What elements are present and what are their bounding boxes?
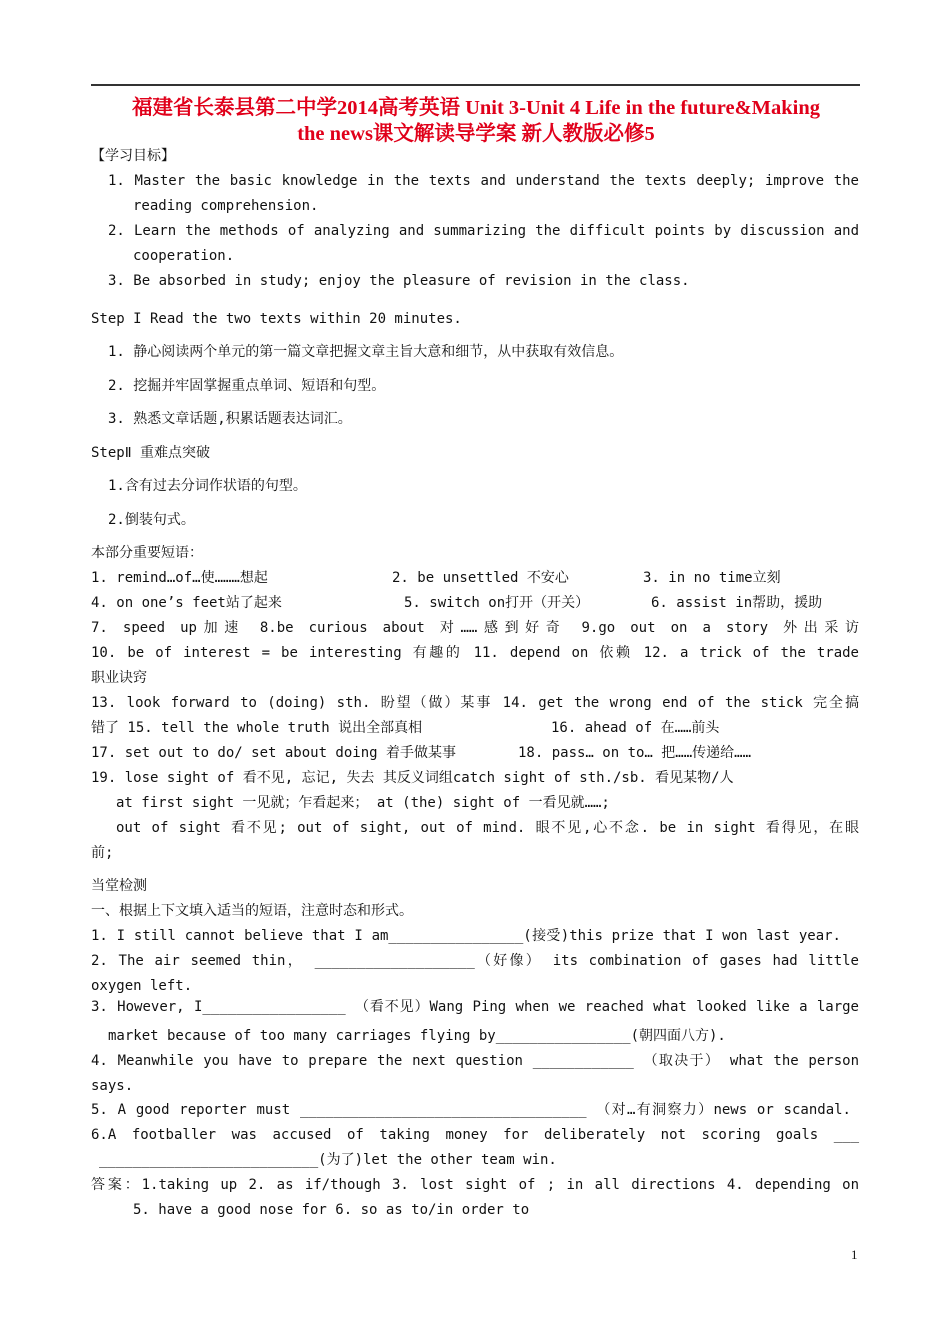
header-rule xyxy=(91,84,860,86)
phrase-19: 19. lose sight of 看不见, 忘记, 失去 其反义词组catch sight of sth./sb. 看见某物/人 xyxy=(91,770,734,786)
objectives-heading: 【学习目标】 xyxy=(91,148,175,164)
objective-3: 3. Be absorbed in study; enjoy the pleasure of revision in the class. xyxy=(108,273,690,289)
objective-1-cont: reading comprehension. xyxy=(133,198,319,214)
quiz-question-5: 5. A good reporter must __________________________________ （对…有洞察力）news or scandal. xyxy=(91,1102,851,1118)
phrase-row-10-12-cont: 职业诀窍 xyxy=(91,670,147,686)
objective-2-cont: cooperation. xyxy=(133,248,235,264)
phrase-19-related-2: out of sight 看不见; out of sight, out of mind. 眼不见,心不念. be in sight 看得见，在眼 xyxy=(116,820,859,836)
objective-2: 2. Learn the methods of analyzing and summarizing the difficult points by discussion and xyxy=(108,223,859,239)
phrase-3: 3. in no time立刻 xyxy=(643,570,781,586)
quiz-question-6: 6.A footballer was accused of taking money for deliberately not scoring goals ___ xyxy=(91,1127,859,1143)
phrase-17: 17. set out to do/ set about doing 着手做某事 xyxy=(91,745,457,761)
phrase-19-related-1: at first sight 一见就；乍看起来； at (the) sight of 一看见就……; xyxy=(116,795,610,811)
quiz-question-6-cont: __________________________(为了)let the other team win. xyxy=(99,1152,557,1168)
quiz-question-2-cont: oxygen left. xyxy=(91,978,193,994)
phrase-19-related-2-cont: 前; xyxy=(91,845,114,861)
page-number: 1 xyxy=(851,1247,858,1262)
step2-item-2: 2.倒装句式。 xyxy=(108,512,195,528)
phrases-heading: 本部分重要短语： xyxy=(91,545,203,561)
quiz-instruction: 一、根据上下文填入适当的短语，注意时态和形式。 xyxy=(91,903,413,919)
phrase-16: 16. ahead of 在……前头 xyxy=(551,720,720,736)
phrase-18: 18. pass… on to… 把……传递给…… xyxy=(518,745,752,761)
quiz-question-1: 1. I still cannot believe that I am________________(接受)this prize that I won last year. xyxy=(91,928,841,944)
step2-item-1: 1.含有过去分词作状语的句型。 xyxy=(108,478,307,494)
quiz-question-3-cont: market because of too many carriages flying by________________(朝四面八方). xyxy=(108,1028,726,1044)
objective-1: 1. Master the basic knowledge in the texts and understand the texts deeply; improve the xyxy=(108,173,859,189)
quiz-heading: 当堂检测 xyxy=(91,878,147,894)
answers-line-1: 答案：1.taking up 2. as if/though 3. lost sight of ; in all directions 4. depending on xyxy=(91,1177,859,1193)
quiz-question-4: 4. Meanwhile you have to prepare the next question ____________ （取决于） what the person xyxy=(91,1053,859,1069)
phrase-row-14-15: 错了 15. tell the whole truth 说出全部真相 xyxy=(91,720,423,736)
phrase-6: 6. assist in帮助，援助 xyxy=(651,595,823,611)
step1-item-3: 3. 熟悉文章话题,积累话题表达词汇。 xyxy=(108,411,352,427)
document-title-line1: 福建省长泰县第二中学2014高考英语 Unit 3-Unit 4 Life in the future&Making xyxy=(131,97,821,119)
phrase-row-7-9: 7. speed up加速 8.be curious about 对……感到好奇 9.go out on a story 外出采访 xyxy=(91,620,859,636)
phrase-row-10-12: 10. be of interest = be interesting 有趣的 11. depend on 依赖 12. a trick of the trade xyxy=(91,645,859,661)
phrase-row-13-14: 13. look forward to (doing) sth. 盼望（做）某事 14. get the wrong end of the stick 完全搞 xyxy=(91,695,859,711)
phrase-2: 2. be unsettled 不安心 xyxy=(392,570,569,586)
answers-line-2: 5. have a good nose for 6. so as to/in order to xyxy=(133,1202,530,1218)
step1-heading: Step I Read the two texts within 20 minutes. xyxy=(91,311,462,327)
quiz-question-4-cont: says. xyxy=(91,1078,134,1094)
phrase-5: 5. switch on打开（开关） xyxy=(404,595,590,611)
step1-item-2: 2. 挖掘并牢固掌握重点单词、短语和句型。 xyxy=(108,378,386,394)
step2-heading: StepⅡ 重难点突破 xyxy=(91,445,211,461)
step1-item-1: 1. 静心阅读两个单元的第一篇文章把握文章主旨大意和细节，从中获取有效信息。 xyxy=(108,344,624,360)
phrase-4: 4. on one’s feet站了起来 xyxy=(91,595,282,611)
quiz-question-3: 3. However, I_________________ （看不见）Wang Ping when we reached what looked like a large xyxy=(91,999,859,1015)
phrase-1: 1. remind…of…使………想起 xyxy=(91,570,268,586)
quiz-question-2: 2. The air seemed thin， ___________________（好像） its combination of gases had little xyxy=(91,953,859,969)
document-title-line2: the news课文解读导学案 新人教版必修5 xyxy=(297,123,655,145)
